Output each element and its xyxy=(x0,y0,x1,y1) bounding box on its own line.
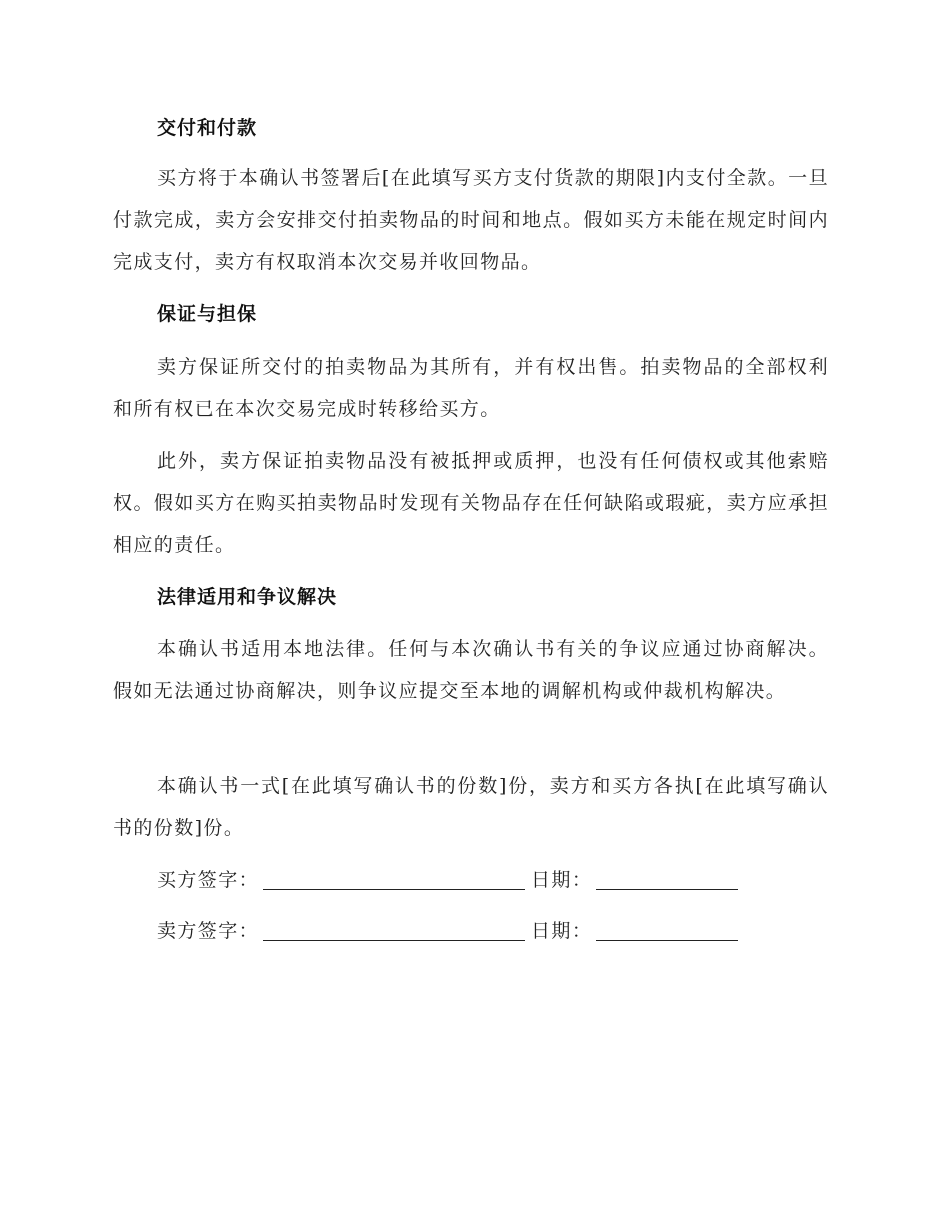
section-heading-warranty: 保证与担保 xyxy=(157,303,258,325)
section-heading-law-disputes: 法律适用和争议解决 xyxy=(157,586,338,608)
paragraph-warranty-encumbrance: 此外，卖方保证拍卖物品没有被抵押或质押，也没有任何债权或其他索赔权。假如买方在购买拍卖物品时发现有关物品存在任何缺陷或瑕疵，卖方应承担相应的责任。 xyxy=(113,450,829,556)
buyer-signature-label: 买方签字： xyxy=(157,869,260,891)
section-heading-delivery-payment: 交付和付款 xyxy=(157,117,258,139)
paragraph-copies: 本确认书一式[在此填写确认书的份数]份，卖方和买方各执[在此填写确认书的份数]份。 xyxy=(113,775,829,839)
seller-date-line[interactable] xyxy=(596,918,738,941)
buyer-signature-line[interactable] xyxy=(263,867,525,890)
paragraph-delivery-payment: 买方将于本确认书签署后[在此填写买方支付货款的期限]内支付全款。一旦付款完成，卖方会安排交付拍卖物品的时间和地点。假如买方未能在规定时间内完成支付，卖方有权取消本次交易并收回物品。 xyxy=(113,167,829,273)
seller-signature-line[interactable] xyxy=(263,918,525,941)
paragraph-warranty-ownership: 卖方保证所交付的拍卖物品为其所有，并有权出售。拍卖物品的全部权利和所有权已在本次交易完成时转移给买方。 xyxy=(113,356,829,420)
paragraph-governing-law: 本确认书适用本地法律。任何与本次确认书有关的争议应通过协商解决。假如无法通过协商解决，则争议应提交至本地的调解机构或仲裁机构解决。 xyxy=(113,638,829,702)
seller-signature-label: 卖方签字： xyxy=(157,920,260,942)
buyer-date-line[interactable] xyxy=(596,867,738,890)
seller-signature-row xyxy=(157,917,744,945)
buyer-signature-row xyxy=(157,866,744,894)
buyer-date-label: 日期： xyxy=(531,869,593,891)
seller-date-label: 日期： xyxy=(531,920,593,942)
